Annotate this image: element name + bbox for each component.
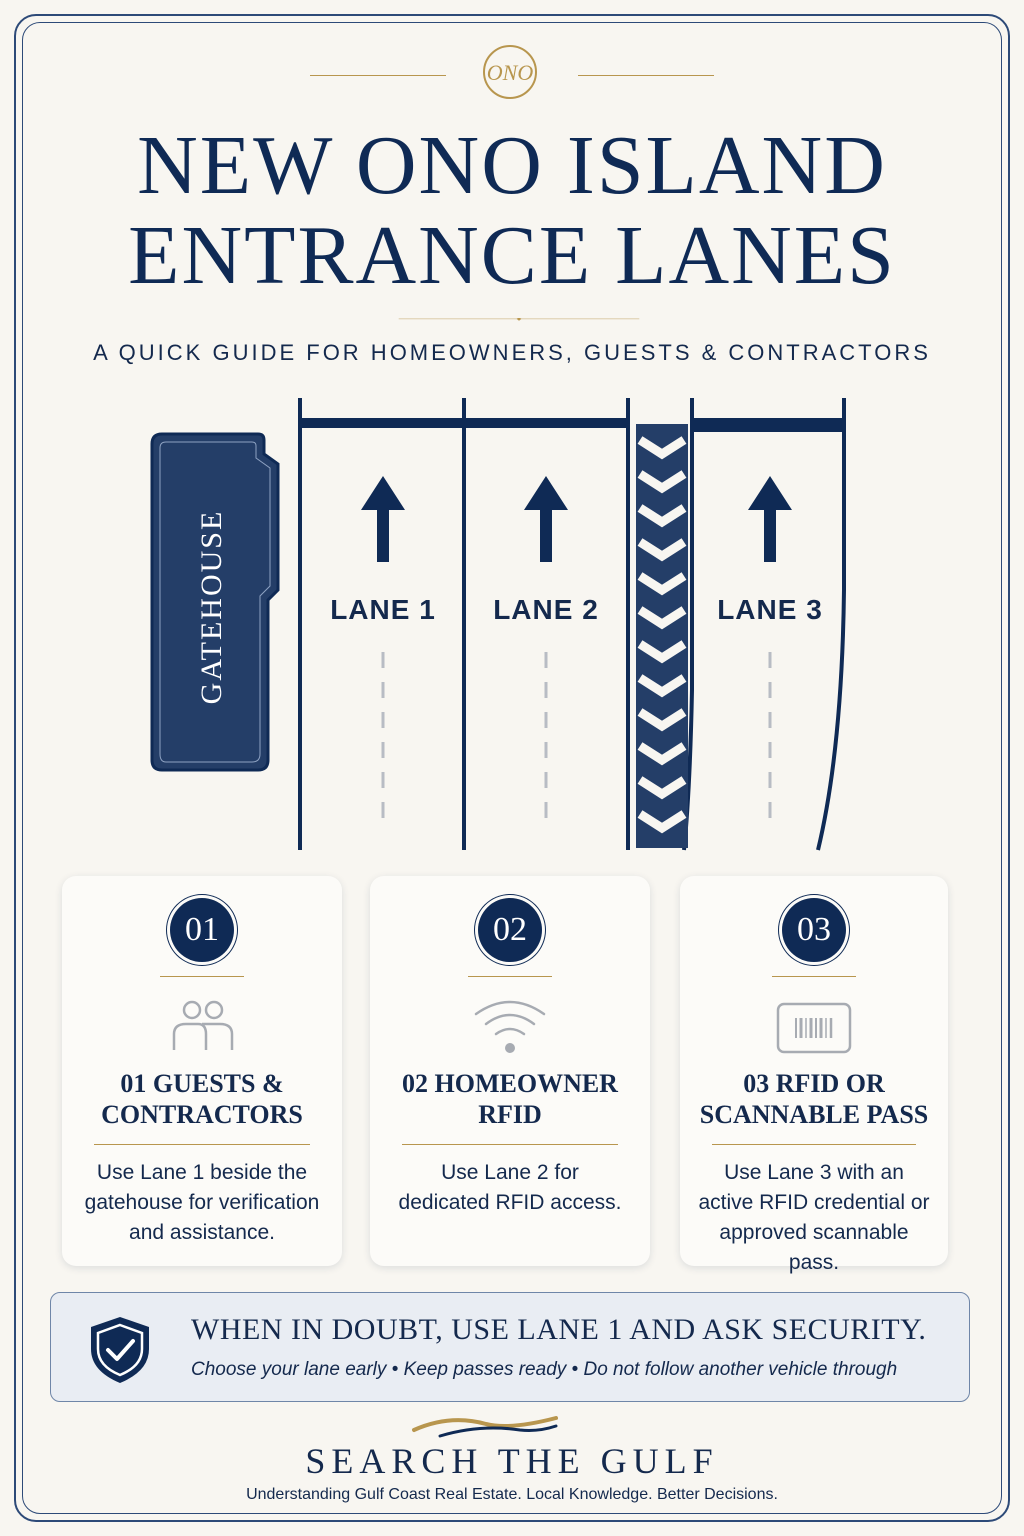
card-description: Use Lane 2 for dedicated RFID access. [398, 1161, 622, 1214]
svg-text:ONO: ONO [486, 60, 534, 85]
monogram-rule-right [578, 75, 714, 76]
monogram-rule-left [310, 75, 446, 76]
card-guests-contractors [62, 876, 342, 1266]
footer-tagline: Understanding Gulf Coast Real Estate. Local Knowledge. Better Decisions. [246, 1486, 778, 1503]
median-chevrons [636, 424, 688, 848]
notice-tips: Choose your lane early • Keep passes ready • Do not follow another vehicle through [191, 1359, 898, 1380]
people-icon [162, 996, 242, 1060]
shield-check-icon [85, 1313, 155, 1385]
card-rule-long [712, 1144, 916, 1145]
card-number-badge: 03 [782, 898, 846, 962]
lane-2-label: LANE 2 [493, 594, 599, 625]
notice-heading: WHEN IN DOUBT, USE LANE 1 AND ASK SECURITY. [191, 1313, 927, 1346]
wave-logo-icon [410, 1412, 560, 1440]
barcode-pass-icon [774, 996, 854, 1060]
card-rule [468, 976, 552, 977]
page-subtitle: A QUICK GUIDE FOR HOMEOWNERS, GUESTS & CONTRACTORS [93, 340, 931, 365]
gatehouse-label: GATEHOUSE [195, 509, 228, 705]
card-number-badge: 02 [478, 898, 542, 962]
card-rule [772, 976, 856, 977]
monogram-logo [470, 42, 550, 102]
card-number-badge: 01 [170, 898, 234, 962]
gate-bar-lane-3 [692, 418, 844, 432]
footer-brand: SEARCH THE GULF [305, 1441, 719, 1481]
card-heading: 02 HOMEOWNER RFID [402, 1069, 618, 1129]
security-notice [50, 1292, 970, 1402]
rfid-signal-icon [470, 996, 550, 1060]
card-rule [160, 976, 244, 977]
card-rule-long [94, 1144, 310, 1145]
page-title-line-1: NEW ONO ISLAND [137, 119, 887, 212]
page-title-line-2: ENTRANCE LANES [128, 209, 896, 302]
lane-1-label: LANE 1 [330, 594, 436, 625]
card-rule-long [402, 1144, 618, 1145]
card-rfid-scannable-pass [680, 876, 948, 1274]
card-homeowner-rfid [370, 876, 650, 1266]
card-description: Use Lane 3 with an active RFID credential or approved scannable pass. [698, 1161, 930, 1274]
card-heading: 03 RFID OR SCANNABLE PASS [699, 1069, 929, 1129]
lane-arrows [361, 476, 792, 562]
lane-1-arrow-icon [361, 476, 405, 562]
card-description: Use Lane 1 beside the gatehouse for verification and assistance. [84, 1161, 320, 1244]
lane-dashes [383, 652, 770, 822]
lane-2-arrow-icon [524, 476, 568, 562]
lane-3-arrow-icon [748, 476, 792, 562]
gate-bar-lanes-1-2 [300, 418, 628, 428]
lane-3-label: LANE 3 [717, 594, 823, 625]
card-heading: 01 GUESTS & CONTRACTORS [101, 1069, 303, 1129]
title-divider [118, 318, 920, 321]
